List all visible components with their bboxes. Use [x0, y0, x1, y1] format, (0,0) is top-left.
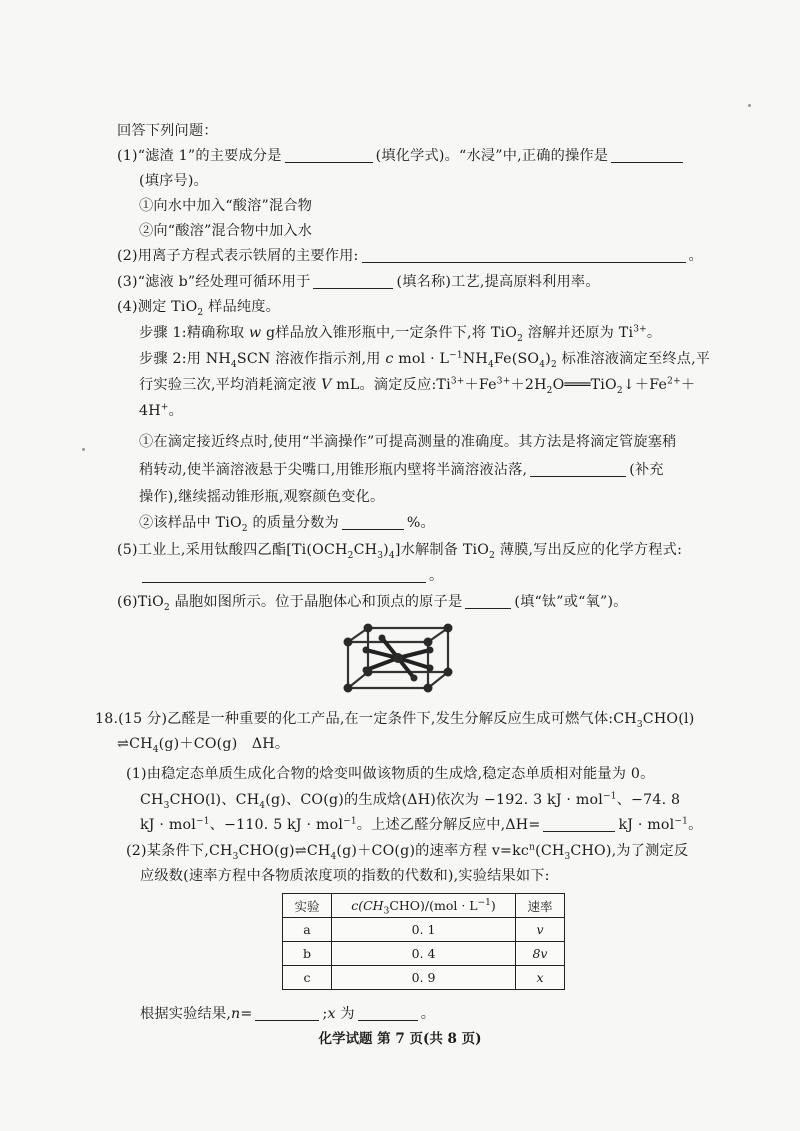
q1-option-1 — [139, 196, 312, 216]
q2-text: (2)用离子方程式表示铁屑的主要作用: — [117, 248, 359, 264]
q18-tail-n: n — [231, 1006, 241, 1022]
q18-part-2-answer-line — [140, 1004, 435, 1024]
table-header-conc-b: CHO)/(mol · L — [389, 898, 478, 913]
q1-blank-2[interactable] — [611, 147, 683, 163]
scan-speck — [82, 448, 85, 451]
q4-s3-c: ＋Fe — [464, 377, 497, 393]
table-cell-exp: c — [283, 966, 332, 990]
q5-line — [117, 540, 682, 560]
q2-end: 。 — [688, 248, 703, 264]
q18-tail-x: x — [327, 1006, 336, 1022]
q18-tail-d: 为 — [335, 1006, 355, 1022]
q4-s1-b: g样品放入锥形瓶中,一定条件下,将 TiO — [261, 325, 518, 341]
q18-p2-b: 应级数(速率方程中各物质浓度项的指数的代数和),实验结果如下: — [140, 868, 550, 884]
q18-tail-a: 根据实验结果, — [140, 1006, 232, 1022]
q18-p2-a4-sub: 3 — [564, 851, 571, 862]
q18-part-2-line-2 — [140, 866, 550, 886]
q4-s2-f: ) — [545, 351, 551, 367]
q4-s3-sub2: 2 — [616, 385, 623, 396]
q5-sub3: 4 — [388, 550, 395, 561]
q18-part-1-line-2 — [140, 790, 680, 810]
q4-s1-d: 。 — [646, 325, 662, 341]
q18-p1-b3: (g)、CO(g)的生成焓(ΔH)依次为 −192. 3 kJ · mol — [265, 792, 603, 808]
q4-s3-b: mL。滴定反应:Ti — [331, 377, 451, 393]
q1-line-2 — [139, 171, 208, 191]
q1-option-1-text: ①向水中加入“酸溶”混合物 — [139, 198, 313, 214]
page-footer: 化学试题 第 7 页(共 8 页) — [318, 1031, 482, 1047]
q4-p2-b: 的质量分数为 — [247, 515, 339, 531]
q18-tail-c: ; — [322, 1006, 328, 1022]
table-header-conc-a: c(CH — [351, 898, 384, 913]
table-cell-rate: v — [516, 918, 565, 942]
q4-s2-c-var: c — [385, 351, 394, 367]
q4-s3-g: ＋ — [680, 377, 696, 393]
table-header-exp: 实验 — [283, 894, 332, 918]
q18-tail-b: = — [240, 1006, 253, 1022]
q18-p1-b1-sub: 3 — [163, 800, 170, 811]
table-header-rate: 速率 — [516, 894, 565, 918]
q4-s1-sub: 2 — [517, 333, 524, 344]
q18-l1-sub: 3 — [636, 719, 643, 730]
q4-s3-sup3: 2+ — [667, 376, 681, 387]
q18-p1-b1: CH — [140, 792, 164, 808]
table-cell-conc: 0. 1 — [332, 918, 516, 942]
q4-part-1-end — [139, 487, 384, 507]
q4-part-1 — [139, 432, 677, 452]
q18-p1-c3: 。上述乙醛分解反应中,ΔH= — [356, 817, 541, 833]
q18-p1-c4-sup: −1 — [674, 816, 689, 827]
q6-c: (填“钛”或“氧”)。 — [514, 594, 628, 610]
q4-s2-sub4: 2 — [550, 359, 557, 370]
q18-p2-a2-sub: 4 — [330, 851, 337, 862]
q18-p2-a1: (2)某条件下,CH — [126, 843, 233, 859]
q5-sub1: 2 — [347, 550, 354, 561]
q4-p2-sub: 2 — [241, 523, 248, 534]
q3-text-a: (3)“滤液 b”经处理可循环用于 — [117, 274, 311, 290]
q18-part-1-line-3 — [140, 815, 702, 835]
q18-p1-b4: 、−74. 8 — [616, 792, 681, 808]
q4-step-2 — [139, 349, 710, 369]
q4-s2-c: mol · L — [393, 351, 450, 367]
q18-p1-b2-sub: 4 — [259, 800, 266, 811]
table-header-conc-sup: −1 — [477, 897, 491, 908]
q4-s1-sup: 3+ — [633, 324, 647, 335]
table-cell-rate: 8v — [516, 942, 565, 966]
q18-p1-c2-sup: −1 — [343, 816, 357, 827]
rate-experiment-table — [282, 893, 565, 990]
q2-blank[interactable] — [362, 247, 686, 263]
q4-s1-c: 溶解并还原为 Ti — [523, 325, 634, 341]
q4-p2-a: ②该样品中 TiO — [139, 515, 242, 531]
q5-answer-line — [139, 566, 443, 586]
table-cell-rate: x — [516, 966, 565, 990]
q4-p1-b: 稍转动,使半滴溶液悬于尖嘴口,用锥形瓶内壁将半滴溶液沾落, — [139, 462, 528, 478]
table-header-conc-sub: 3 — [383, 906, 390, 917]
q18-p1-c2: 、−110. 5 kJ · mol — [209, 817, 344, 833]
q18-l1-a: 18.(15 分)乙醛是一种重要的化工产品,在一定条件下,发生分解反应生成可燃气体:CH — [95, 711, 637, 727]
table-row — [283, 918, 565, 942]
q5-c: ) — [383, 542, 389, 558]
q18-p1-blank[interactable] — [543, 816, 615, 832]
q18-tail-e: 。 — [420, 1006, 436, 1022]
q5-sub4: 2 — [489, 550, 495, 561]
q18-part-2 — [126, 841, 688, 861]
q18-l2-a: ⇌CH — [117, 736, 153, 752]
q18-p1-c5: 。 — [688, 817, 703, 833]
q4-part-2 — [139, 513, 435, 533]
q18-x-blank[interactable] — [358, 1005, 418, 1021]
q1-blank-1[interactable] — [285, 147, 373, 163]
q4-s3-d: ＋2H — [510, 377, 547, 393]
q18-l2-b: (g)＋CO(g) ΔH。 — [158, 736, 290, 752]
q4-s1-a: 步骤 1:精确称取 — [139, 325, 249, 341]
q4-title-sub: 2 — [197, 307, 204, 318]
table-cell-exp: b — [283, 942, 332, 966]
q4-s2-sub2: 4 — [487, 359, 494, 370]
q5-a: (5)工业上,采用钛酸四乙酯[Ti(OCH — [117, 542, 348, 558]
q5-e: 薄膜,写出反应的化学方程式: — [495, 542, 683, 558]
q5-d: ]水解制备 TiO — [394, 542, 490, 558]
q4-s4-sup: + — [160, 402, 169, 413]
q4-s4-a: 4H — [139, 403, 161, 419]
intro-text — [117, 121, 218, 141]
q4-step-2-end — [139, 401, 183, 421]
q4-s2-a: 步骤 2:用 NH — [139, 351, 231, 367]
intro-label: 回答下列问题： — [117, 123, 218, 139]
q4-p1-a: ①在滴定接近终点时,使用“半滴操作”可提高测量的准确度。其方法是将滴定管旋塞稍 — [139, 434, 677, 450]
q1-text-b: (填化学式)。“水浸”中,正确的操作是 — [375, 148, 609, 164]
q6-a: (6)TiO — [117, 594, 164, 610]
q2-line — [117, 246, 703, 266]
q4-step-2-cont — [139, 375, 695, 395]
table-header-row — [283, 894, 565, 918]
q18-p1-b2: CHO(l)、CH — [169, 792, 260, 808]
table-cell-conc: 0. 9 — [332, 966, 516, 990]
q18-p1-a: (1)由稳定态单质生成化合物的焓变叫做该物质的生成焓,稳定态单质相对能量为 0。 — [126, 766, 655, 782]
q4-s2-sup: −1 — [449, 350, 463, 361]
q6-b: 晶胞如图所示。位于晶胞体心和顶点的原子是 — [169, 594, 463, 610]
q4-s3-sub1: 2 — [546, 385, 553, 396]
q4-part-1-cont — [139, 460, 664, 480]
table-row — [283, 966, 565, 990]
q4-p1-d: 操作),继续摇动锥形瓶,观察颜色变化。 — [139, 489, 385, 505]
q4-s2-d: NH — [462, 351, 488, 367]
q4-s2-sub3: 4 — [539, 359, 546, 370]
q5-blank[interactable] — [142, 567, 426, 583]
tio2-crystal-cell-figure — [336, 618, 466, 700]
q18-p2-a2: CHO(g)⇌CH — [238, 843, 331, 859]
q6-sub: 2 — [163, 602, 170, 613]
q1-option-2 — [139, 221, 312, 241]
q4-p2-c: %。 — [406, 515, 435, 531]
q18-line-2 — [117, 734, 289, 754]
q18-p1-c1: kJ · mol — [140, 817, 196, 833]
q18-part-1 — [126, 764, 655, 784]
q18-p2-a5: CHO),为了测定反 — [570, 843, 689, 859]
table-cell-conc: 0. 4 — [332, 942, 516, 966]
q6-line — [117, 592, 628, 612]
table-header-conc — [332, 894, 516, 918]
q1-option-2-text: ②向“酸溶”混合物中加入水 — [139, 223, 313, 239]
q18-p1-b3-sup: −1 — [602, 791, 617, 802]
q1-text-c: (填序号)。 — [139, 173, 209, 189]
q18-p2-a3: (g)＋CO(g)的速率方程 v=kc — [336, 843, 530, 859]
q18-l2-sub: 4 — [152, 744, 159, 755]
q18-p2-a1-sub: 3 — [232, 851, 239, 862]
table-row — [283, 942, 565, 966]
q4-s2-b: SCN 溶液作指示剂,用 — [236, 351, 386, 367]
scan-speck — [748, 104, 751, 107]
q18-p2-a3-sup: n — [529, 842, 536, 853]
q4-s3-v: V — [321, 377, 332, 393]
q4-s2-e: Fe(SO — [493, 351, 540, 367]
table-cell-exp: a — [283, 918, 332, 942]
q6-blank[interactable] — [465, 593, 511, 609]
q3-text-b: (填名称)工艺,提高原料利用率。 — [396, 274, 600, 290]
q4-s3-sup1: 3+ — [450, 376, 465, 387]
table-header-conc-c: ) — [490, 898, 496, 913]
q4-title-a: (4)测定 TiO — [117, 299, 198, 315]
q4-s2-g: 标准溶液滴定至终点,平 — [556, 351, 711, 367]
q4-s3-a: 行实验三次,平均消耗滴定液 — [139, 377, 322, 393]
q18-p2-a4: (CH — [535, 843, 565, 859]
q4-s3-f: ↓＋Fe — [622, 377, 668, 393]
q18-p1-c4: kJ · mol — [618, 817, 675, 833]
q4-title — [117, 297, 280, 317]
q4-p1-c: (补充 — [629, 462, 664, 478]
q4-p2-blank[interactable] — [342, 514, 404, 530]
q4-p1-blank[interactable] — [530, 461, 626, 477]
q4-title-b: 样品纯度。 — [203, 299, 281, 315]
q1-line — [117, 146, 686, 166]
q18-l1-b: CHO(l) — [642, 711, 695, 727]
q5-b: CH — [353, 542, 378, 558]
q18-p1-c1-sup: −1 — [195, 816, 210, 827]
q4-s3-sup2: 3+ — [496, 376, 511, 387]
q4-s3-e: O═══TiO — [552, 377, 617, 393]
q4-s1-w: w — [248, 325, 262, 341]
q5-end: 。 — [429, 568, 444, 584]
q18-line-1 — [95, 709, 694, 729]
q4-step-1 — [139, 323, 661, 343]
q5-sub2: 3 — [377, 550, 384, 561]
q4-s2-sub1: 4 — [230, 359, 237, 370]
q3-blank[interactable] — [313, 273, 393, 289]
q4-s4-b: 。 — [168, 403, 183, 419]
q18-n-blank[interactable] — [255, 1005, 319, 1021]
q3-line — [117, 272, 600, 292]
q1-text-a: (1)“滤渣 1”的主要成分是 — [117, 148, 282, 164]
